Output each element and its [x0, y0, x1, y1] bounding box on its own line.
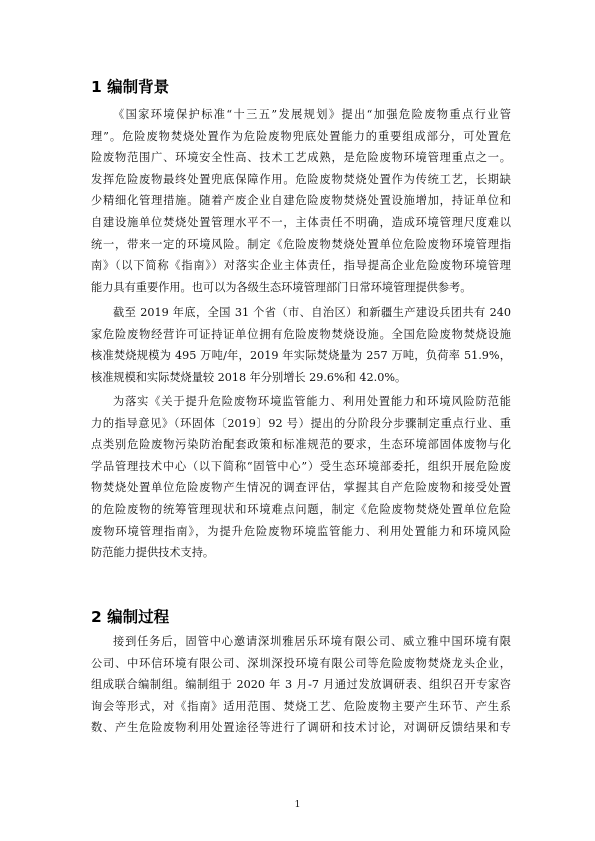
text-line: 物焚烧处置单位危险废物产生情况的调查评估，掌握其自产危险废物和接受处置 [91, 481, 511, 495]
text-line: 截至 2019 年底，全国 31 个省（市、自治区）和新疆生产建设兵团共有 240 [113, 306, 511, 319]
text-line: 点类别危险废物污染防治配套政策和标准规范的要求，生态环境部固体废物与化 [91, 438, 511, 452]
text-line: 险废物范围广、环境安全性高、技术工艺成熟，是危险废物环境管理重点之一。 [91, 151, 511, 165]
text-line: 能力具有重要作用。也可以为各级生态环境管理部门日常环境管理提供参考。 [91, 280, 472, 294]
text-line: 核准焚烧规模为 495 万吨/年，2019 年实际焚烧量为 257 万吨，负荷率 51.9%， [91, 349, 511, 363]
section-1-paragraph-3 [91, 391, 511, 564]
section-1-paragraph-2 [91, 302, 511, 388]
text-line: 南》（以下简称《指南》）对落实企业主体责任，指导提高企业危险废物环境管理 [91, 259, 511, 273]
text-line: 核准规模和实际焚烧量较 2018 年分别增长 29.6%和 42.0%。 [91, 370, 407, 384]
text-line: 少精细化管理措施。随着产废企业自建危险废物焚烧处置设施增加，持证单位和 [91, 194, 511, 208]
text-line: 家危险废物经营许可证持证单位拥有危险废物焚烧设施。全国危险废物焚烧设施 [91, 327, 511, 341]
text-line: 公司、中环信环境有限公司、深圳深投环境有限公司等危险废物焚烧龙头企业， [91, 656, 511, 670]
text-line: 《国家环境保护标准“十三五”发展规划》提出“加强危险废物重点行业管 [113, 108, 511, 121]
text-line: 废物环境管理指南》，为提升危险废物环境监管能力、利用处置能力和环境风险 [91, 524, 511, 538]
text-line: 询会等形式，对《指南》适用范围、焚烧工艺、危险废物主要产生环节、产生系 [91, 699, 511, 713]
text-line: 组成联合编制组。编制组于 2020 年 3 月-7 月通过发放调研表、组织召开专家咨 [91, 678, 511, 692]
text-line: 力的指导意见》（环固体〔2019〕92 号）提出的分阶段分步骤制定重点行业、重 [91, 416, 511, 430]
section-2-paragraph-1 [91, 631, 511, 739]
section-2-heading: 2 编制过程 [91, 608, 170, 626]
text-line: 理”。危险废物焚烧处置作为危险废物兜底处置能力的重要组成部分，可处置危 [91, 129, 511, 143]
section-1-paragraph-1 [91, 104, 511, 298]
text-line: 接到任务后，固管中心邀请深圳雅居乐环境有限公司、威立雅中国环境有限 [113, 635, 511, 648]
page-number: 1 [294, 799, 301, 810]
section-1-heading: 1 编制背景 [91, 78, 170, 96]
text-line: 为落实《关于提升危险废物环境监管能力、利用处置能力和环境风险防范能 [113, 395, 511, 408]
text-line: 数、产生危险废物利用处置途径等进行了调研和技术讨论，对调研反馈结果和专 [91, 721, 511, 735]
text-line: 防范能力提供技术支持。 [91, 546, 215, 560]
text-line: 学品管理技术中心（以下简称“固管中心”）受生态环境部委托，组织开展危险废 [91, 459, 511, 473]
text-line: 发挥危险废物最终处置兜底保障作用。危险废物焚烧处置作为传统工艺，长期缺 [91, 172, 511, 186]
text-line: 自建设施单位焚烧处置管理水平不一，主体责任不明确，造成环境管理尺度难以 [91, 215, 511, 229]
text-line: 统一，带来一定的环境风险。制定《危险废物焚烧处置单位危险废物环境管理指 [91, 237, 511, 251]
text-line: 的危险废物的统筹管理现状和环境难点问题，制定《危险废物焚烧处置单位危险 [91, 502, 511, 516]
